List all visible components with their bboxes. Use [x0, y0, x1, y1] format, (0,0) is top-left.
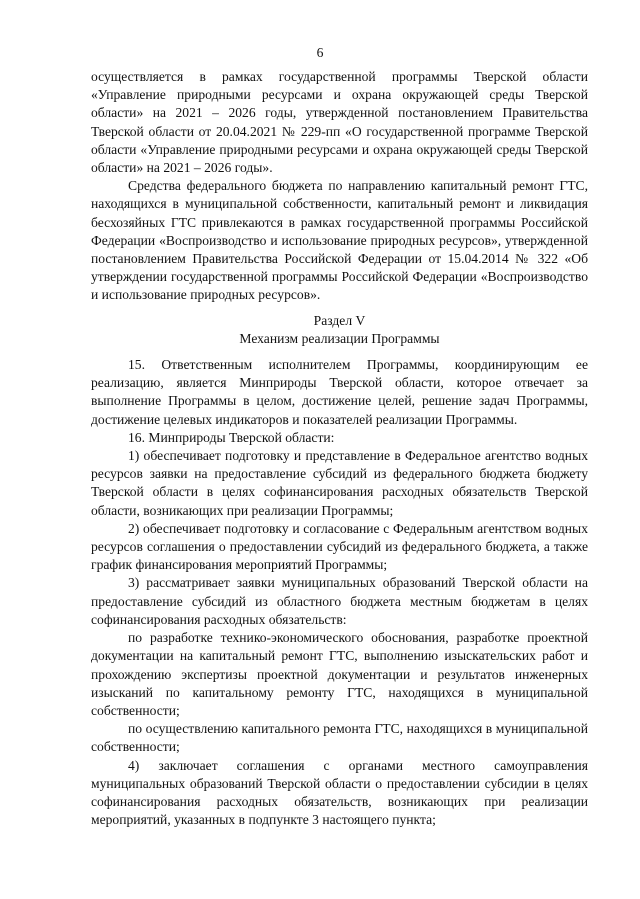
- paragraph-subitem-3-repair: по осуществлению капитального ремонта ГТС, находящихся в муниципальной собственности;: [91, 721, 588, 755]
- paragraph-item-15: 15. Ответственным исполнителем Программы, координирующим ее реализацию, является Минприроды Тверской области, которое отвечает за выполнение Программы в целом, достижение целей, решение задач Программы, достижение целевых индикаторов и показателей реализации Программы.: [91, 357, 588, 427]
- document-body: [91, 68, 588, 829]
- paragraph-subitem-2: 2) обеспечивает подготовку и согласование с Федеральным агентством водных ресурсов соглашения о предоставлении субсидий из федерального бюджета, а также график финансирования мероприятий Программы;: [91, 520, 588, 573]
- page-number: 6: [316, 45, 324, 60]
- paragraph-subitem-1: 1) обеспечивает подготовку и представление в Федеральное агентство водных ресурсов заявки на предоставление субсидий из федерального бюджета бюджету Тверской области в целях софинансирования расходных обязательств Тверской области, возникающих при реализации Программы;: [91, 448, 588, 518]
- section-title: Механизм реализации Программы: [239, 330, 440, 346]
- paragraph-funding-continuation: осуществляется в рамках государственной программы Тверской области «Управление природными ресурсами и охрана окружающей среды Тверской области» на 2021 – 2026 годы, утвержденной постановлением Правительства Тверской области от 20.04.2021 № 229-пп «О государственной программе Тверской области «Управление природными ресурсами и охрана окружающей среды Тверской области» на 2021 – 2026 годы».: [91, 69, 588, 176]
- paragraph-item-16: 16. Минприроды Тверской области:: [128, 429, 335, 445]
- section-number: Раздел V: [313, 312, 366, 328]
- paragraph-subitem-3: 3) рассматривает заявки муниципальных образований Тверской области на предоставление субсидий из областного бюджета местным бюджетам в целях софинансирования расходных обязательств:: [91, 575, 588, 627]
- paragraph-subitem-4: 4) заключает соглашения с органами местного самоуправления муниципальных образований Тверской области о предоставлении субсидии в целях софинансирования расходных обязательств, возникающих при реализации мероприятий, указанных в подпункте 3 настоящего пункта;: [91, 757, 588, 828]
- paragraph-subitem-3-design: по разработке технико-экономического обоснования, разработке проектной документации на капитальный ремонт ГТС, выполнению изыскательских работ и прохождению экспертизы проектной документации и результатов инженерных изысканий по капитальному ремонту ГТС, находящихся в муниципальной собственности;: [91, 630, 588, 718]
- paragraph-federal-budget: Средства федерального бюджета по направлению капитальный ремонт ГТС, находящихся в муниципальной собственности, капитальный ремонт и ликвидация бесхозяйных ГТС привлекаются в рамках государственной программы Российской Федерации «Воспроизводство и использование природных ресурсов», утвержденной постановлением Правительства Российской Федерации от 15.04.2014 № 322 «Об утверждении государственной программы Российской Федерации «Воспроизводство и использование природных ресурсов».: [91, 178, 588, 303]
